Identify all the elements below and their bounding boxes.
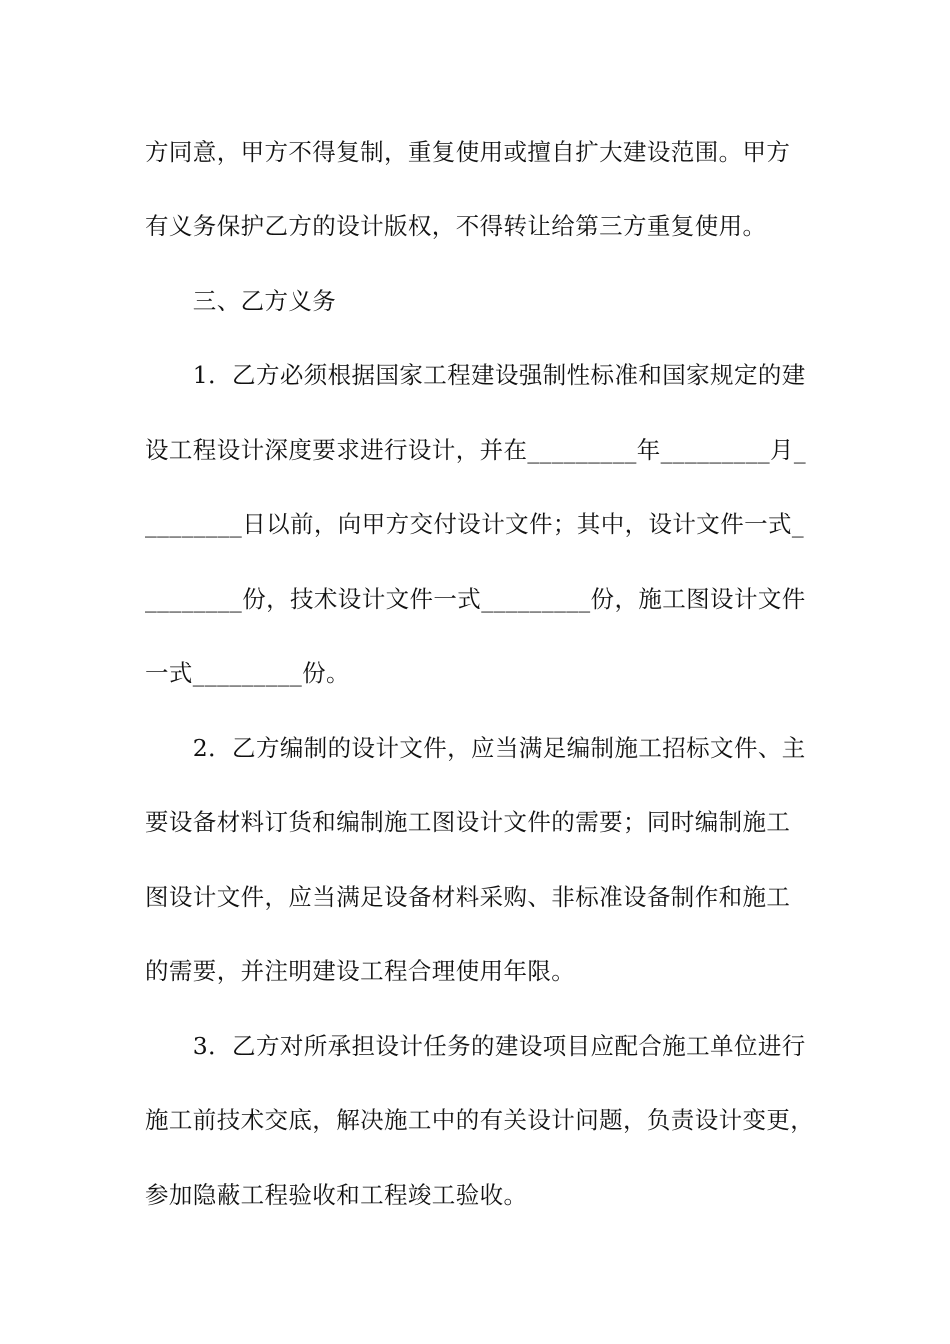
text-line: 1．乙方必须根据国家工程建设强制性标准和国家规定的建 xyxy=(145,361,806,389)
text-line: 参加隐蔽工程验收和工程竣工验收。 xyxy=(145,1181,528,1209)
text-line: 3．乙方对所承担设计任务的建设项目应配合施工单位进行 xyxy=(145,1032,806,1060)
text-line: ________份，技术设计文件一式_________份，施工图设计文件 xyxy=(145,585,806,613)
text-line: 的需要，并注明建设工程合理使用年限。 xyxy=(145,957,576,985)
text-line: 一式_________份。 xyxy=(145,659,350,687)
text-line: 方同意，甲方不得复制，重复使用或擅自扩大建设范围。甲方 xyxy=(145,138,791,166)
text-line: 有义务保护乙方的设计版权，不得转让给第三方重复使用。 xyxy=(145,212,767,240)
text-line: 施工前技术交底，解决施工中的有关设计问题，负责设计变更， xyxy=(145,1106,815,1134)
text-line: ________日以前，向甲方交付设计文件；其中，设计文件一式_ xyxy=(145,510,805,538)
text-line: 设工程设计深度要求进行设计，并在_________年_________月_ xyxy=(145,436,807,464)
text-line: 要设备材料订货和编制施工图设计文件的需要；同时编制施工 xyxy=(145,808,791,836)
text-line: 2．乙方编制的设计文件，应当满足编制施工招标文件、主 xyxy=(145,734,806,762)
section-heading: 三、乙方义务 xyxy=(145,287,337,315)
text-line: 图设计文件，应当满足设备材料采购、非标准设备制作和施工 xyxy=(145,883,791,911)
